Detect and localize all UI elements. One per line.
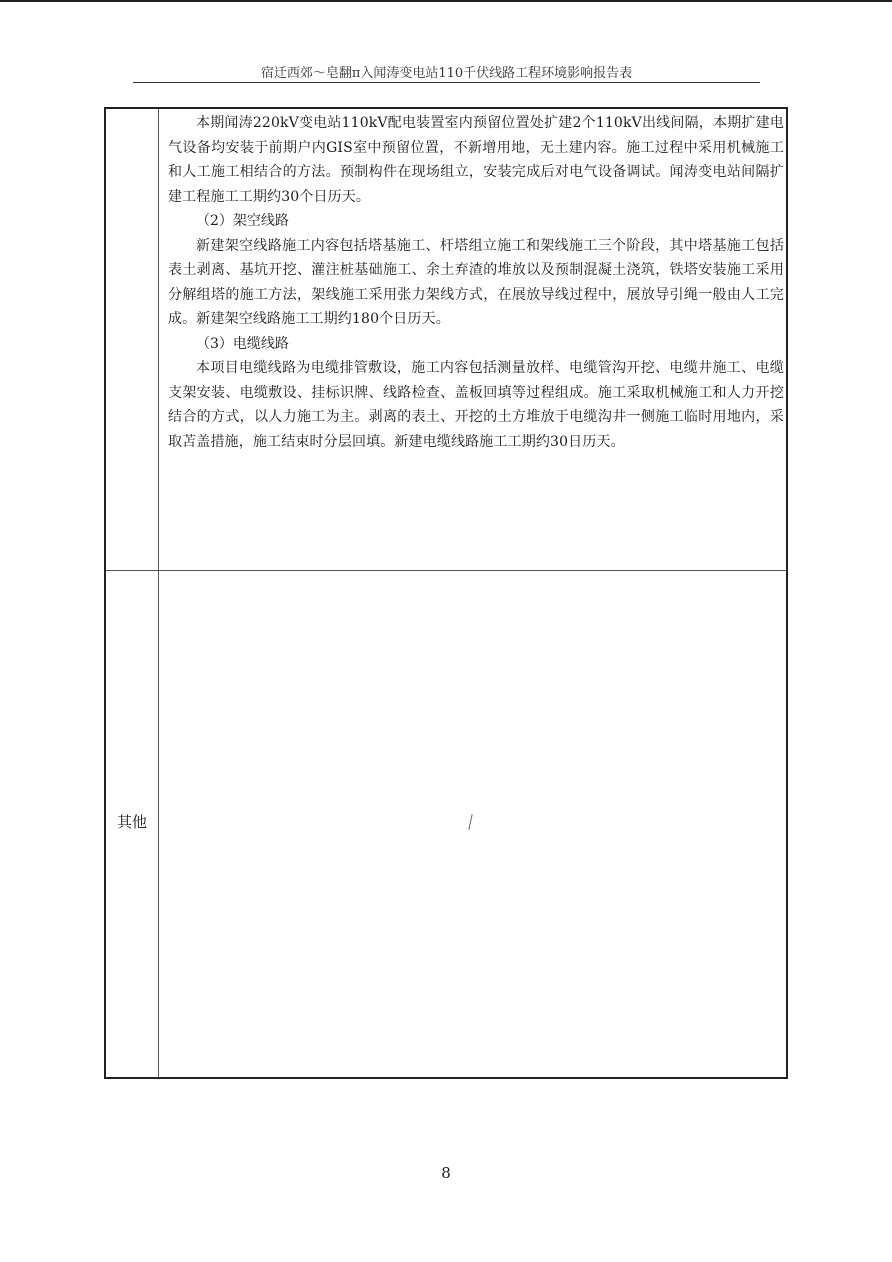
report-table xyxy=(104,107,788,1079)
page-top-border xyxy=(0,0,892,2)
stray-pen-mark xyxy=(468,814,472,830)
overhead-line-heading: （2）架空线路 xyxy=(196,213,289,229)
construction-content-cell xyxy=(168,111,784,454)
table-column-divider xyxy=(158,109,159,1077)
cable-line-paragraph: 本项目电缆线路为电缆排管敷设，施工内容包括测量放样、电缆管沟开挖、电缆井施工、电缆支架安装、电缆敷设、挂标识牌、线路检查、盖板回填等过程组成。施工采取机械施工和人力开挖结合的方式，以人力施工为主。剥离的表土、开挖的土方堆放于电缆沟井一侧施工临时用地内，采取苫盖措施，施工结束时分层回填。新建电缆线路施工工期约30日历天。 xyxy=(168,360,784,450)
page-header-title: 宿迁西郊～皂翻π入闻涛变电站110千伏线路工程环境影响报告表 xyxy=(260,66,633,81)
other-row-label: 其他 xyxy=(116,813,147,831)
table-row-divider xyxy=(106,570,786,571)
header-underline xyxy=(133,82,760,83)
overhead-line-paragraph: 新建架空线路施工内容包括塔基施工、杆塔组立施工和架线施工三个阶段，其中塔基施工包括表土剥离、基坑开挖、灌注桩基础施工、余土弃渣的堆放以及预制混凝土浇筑，铁塔安装施工采用分解组塔的施工方法，架线施工采用张力架线方式，在展放导线过程中，展放导引绳一般由人工完成。新建架空线路施工工期约180个日历天。 xyxy=(168,237,784,327)
cable-line-heading: （3）电缆线路 xyxy=(196,335,289,352)
substation-paragraph: 本期闻涛220kV变电站110kV配电装置室内预留位置处扩建2个110kV出线间隔，本期扩建电气设备均安装于前期户内GIS室中预留位置，不新增用地，无土建内容。施工过程中采用机械施工和人工施工相结合的方法。预制构件在现场组立，安装完成后对电气设备调试。闻涛变电站间隔扩建工程施工工期约30个日历天。 xyxy=(168,115,784,205)
page-number: 8 xyxy=(441,1164,451,1182)
